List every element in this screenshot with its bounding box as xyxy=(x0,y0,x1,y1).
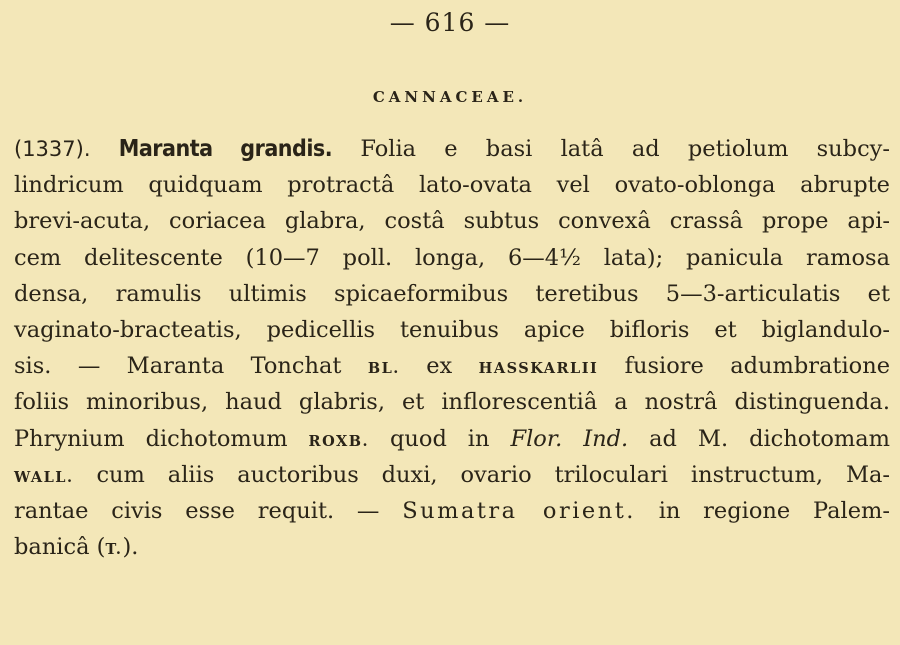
author-abbrev: BL. xyxy=(367,360,400,378)
page-number: — 616 — xyxy=(389,8,511,37)
entry-line-10 xyxy=(14,457,890,493)
entry-text: ex xyxy=(399,353,479,380)
entry-line-1 xyxy=(14,131,890,167)
entry-text: cum aliis auctoribus duxi, ovario triloculari instructum, Ma- xyxy=(73,461,890,488)
entry-line-9 xyxy=(14,421,890,457)
author-abbrev: ROXB. xyxy=(308,432,370,450)
entry-text: rantae civis esse requit. — xyxy=(14,497,403,524)
entry-text: banicâ ( xyxy=(14,534,106,561)
entry-text: sis. — Maranta Tonchat xyxy=(14,353,368,380)
entry-line-7 xyxy=(14,348,890,384)
section-heading: CANNACEAE. xyxy=(372,88,528,106)
entry-text: ad M. dichotomam xyxy=(628,425,890,452)
species-name: Maranta grandis. xyxy=(118,136,333,162)
entry-line-3: brevi-acuta, coriacea glabra, costâ subtus convexâ crassâ prope api- xyxy=(14,208,890,235)
author-abbrev: WALL. xyxy=(14,468,74,486)
entry-line-4: cem delitescente (10—7 poll. longa, 6—4½ lata); panicula ramosa xyxy=(14,244,890,271)
entry-text: quod in xyxy=(369,425,511,452)
entry-line-6: vaginato-bracteatis, pedicellis tenuibus apice bifloris et biglandulo- xyxy=(14,316,890,343)
entry-text: fusiore adumbratione xyxy=(598,353,891,380)
entry-line-12 xyxy=(14,529,890,565)
entry-line-8: foliis minoribus, haud glabris, et inflorescentiâ a nostrâ distinguenda. xyxy=(14,389,890,416)
entry-line-11 xyxy=(14,493,890,529)
author-abbrev: T. xyxy=(105,541,123,559)
author-abbrev: HASSKARLII xyxy=(478,360,599,378)
locality: Sumatra orient. xyxy=(402,497,636,524)
work-title: Flor. Ind. xyxy=(510,425,629,452)
entry-text: in regione Palem- xyxy=(635,497,890,524)
entry-line-5: densa, ramulis ultimis spicaeformibus teretibus 5—3-articulatis et xyxy=(14,280,890,307)
entry-number: (1337). xyxy=(14,137,91,161)
species-entry xyxy=(14,131,890,565)
entry-line-2: lindricum quidquam protractâ lato-ovata vel ovato-oblonga abrupte xyxy=(14,172,890,199)
entry-text: Phrynium dichotomum xyxy=(14,425,309,452)
entry-text: ). xyxy=(122,534,139,561)
entry-text: Folia e basi latâ ad petiolum subcy- xyxy=(332,136,890,162)
